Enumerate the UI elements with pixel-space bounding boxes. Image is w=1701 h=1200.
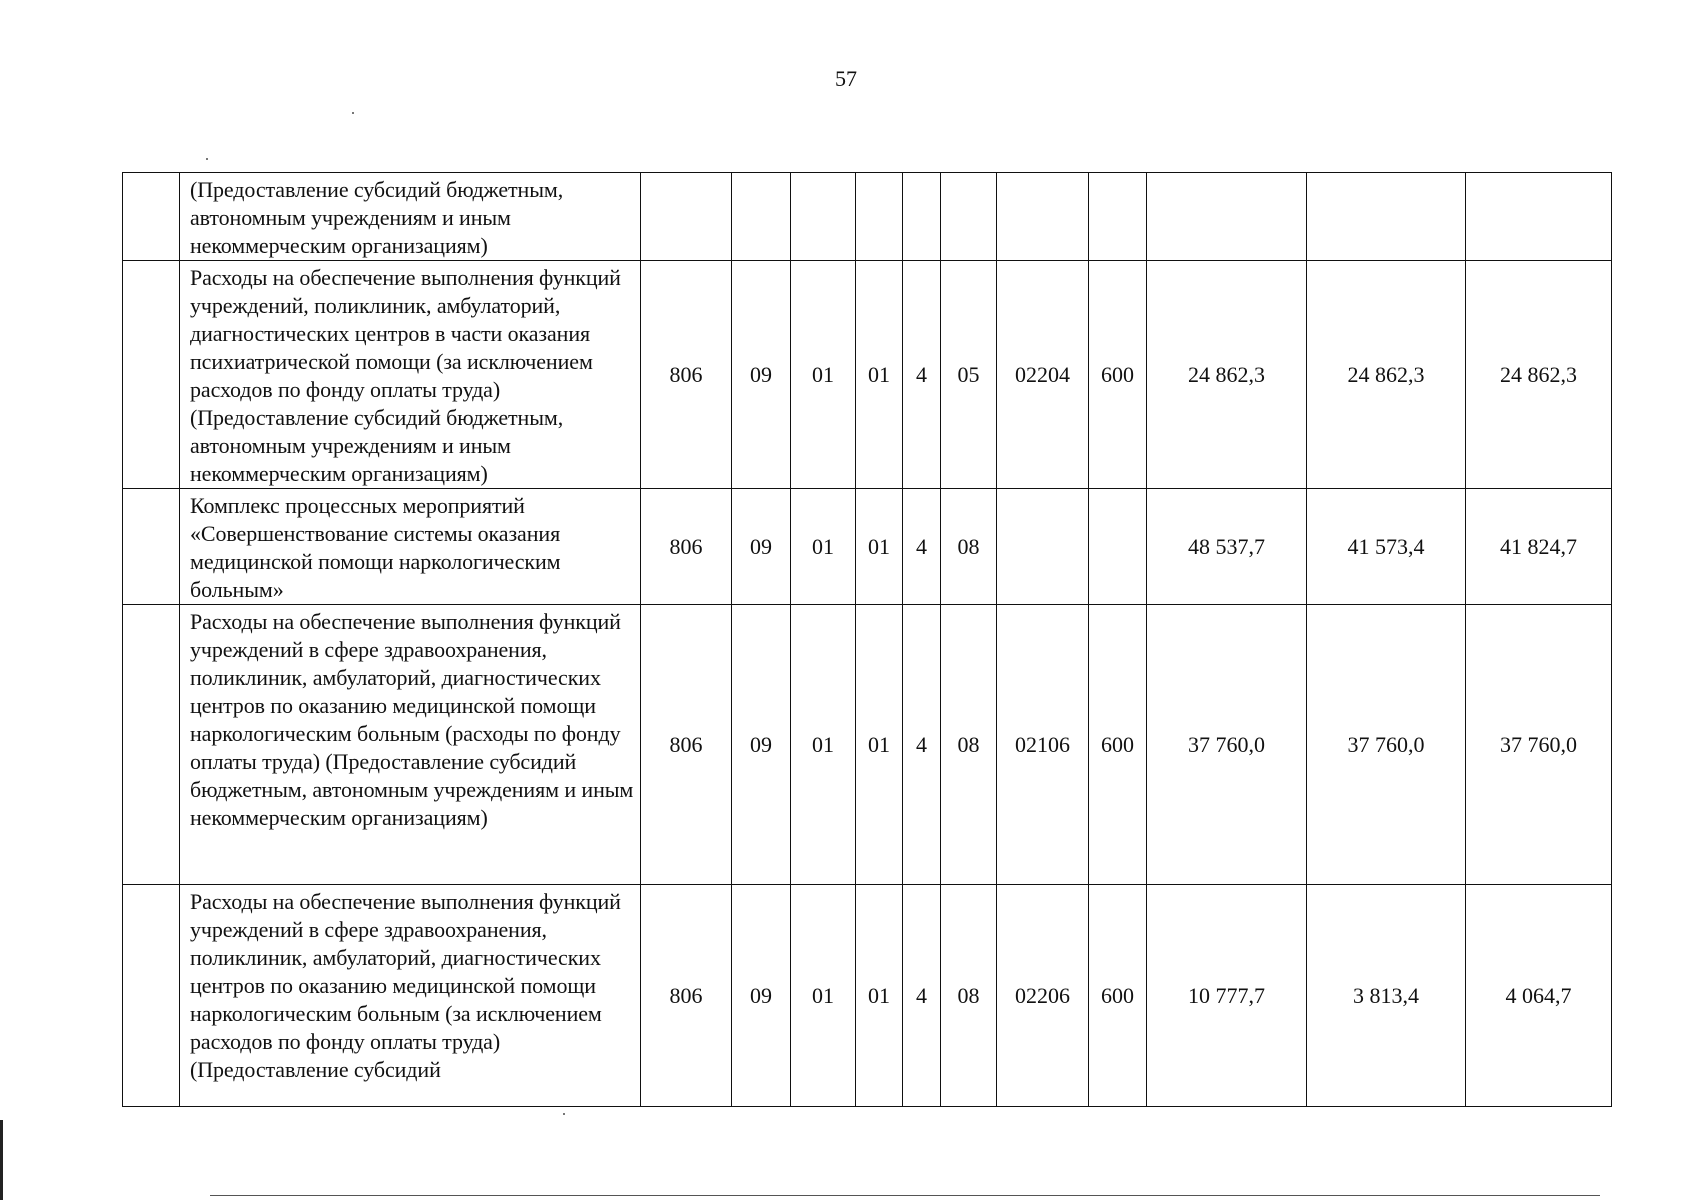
subprogram-code-cell: 08 <box>941 885 997 1107</box>
subsection-code-cell: 01 <box>791 885 856 1107</box>
amount-year3-cell: 4 064,7 <box>1466 885 1612 1107</box>
ministry-code-cell: 806 <box>641 261 732 489</box>
ministry-code-cell: 806 <box>641 885 732 1107</box>
row-index-cell <box>123 173 180 261</box>
ministry-code-cell: 806 <box>641 605 732 885</box>
scan-edge-mark <box>0 1120 3 1200</box>
subprogram-code-cell: 05 <box>941 261 997 489</box>
row-index-cell <box>123 489 180 605</box>
section-code-cell: 09 <box>732 605 791 885</box>
expense-type-cell: 600 <box>1089 605 1147 885</box>
description-cell: Расходы на обеспечение выполнения функций учреждений, поликлиник, амбулаторий, диагностических центров в части оказания психиатрической помощи (за исключением расходов по фонду оплаты труда) (Предоставление субсидий бюджетным, автономным учреждениям и иным некоммерческим организациям) <box>180 261 641 489</box>
amount-year2-cell: 37 760,0 <box>1307 605 1466 885</box>
amount-year1-cell: 48 537,7 <box>1147 489 1307 605</box>
subsection-code-cell: 01 <box>791 489 856 605</box>
ministry-code-cell <box>641 173 732 261</box>
table-row <box>123 173 1612 261</box>
amount-year3-cell <box>1466 173 1612 261</box>
description-cell: (Предоставление субсидий бюджетным, автономным учреждениям и иным некоммерческим организациям) <box>180 173 641 261</box>
row-index-cell <box>123 885 180 1107</box>
section-code-cell: 09 <box>732 489 791 605</box>
direction-code-cell: 02206 <box>997 885 1089 1107</box>
subprogram-code-cell: 08 <box>941 489 997 605</box>
scan-speck <box>563 1113 565 1115</box>
direction-code-cell: 02204 <box>997 261 1089 489</box>
amount-year2-cell <box>1307 173 1466 261</box>
program-code-cell: 01 <box>856 489 903 605</box>
description-cell: Комплекс процессных мероприятий «Совершенствование системы оказания медицинской помощи наркологическим больным» <box>180 489 641 605</box>
program-code-cell: 01 <box>856 261 903 489</box>
scan-speck <box>206 158 208 160</box>
subprogram-code-cell <box>941 173 997 261</box>
amount-year3-cell: 41 824,7 <box>1466 489 1612 605</box>
expense-type-cell <box>1089 173 1147 261</box>
row-index-cell <box>123 261 180 489</box>
table-row <box>123 885 1612 1107</box>
amount-year2-cell: 41 573,4 <box>1307 489 1466 605</box>
amount-year2-cell: 3 813,4 <box>1307 885 1466 1107</box>
section-code-cell <box>732 173 791 261</box>
direction-code-cell <box>997 173 1089 261</box>
description-cell: Расходы на обеспечение выполнения функций учреждений в сфере здравоохранения, поликлиник, амбулаторий, диагностических центров по оказанию медицинской помощи наркологическим больным (расходы по фонду оплаты труда) (Предоставление субсидий бюджетным, автономным учреждениям и иным некоммерческим организациям) <box>180 605 641 885</box>
row-index-cell <box>123 605 180 885</box>
budget-table <box>122 172 1612 1107</box>
subprogram-code-cell: 08 <box>941 605 997 885</box>
program-code-cell <box>856 173 903 261</box>
table-row <box>123 489 1612 605</box>
type-code-cell: 4 <box>903 261 941 489</box>
amount-year2-cell: 24 862,3 <box>1307 261 1466 489</box>
table-row <box>123 261 1612 489</box>
type-code-cell: 4 <box>903 489 941 605</box>
expense-type-cell: 600 <box>1089 261 1147 489</box>
description-cell: Расходы на обеспечение выполнения функций учреждений в сфере здравоохранения, поликлиник, амбулаторий, диагностических центров по оказанию медицинской помощи наркологическим больным (за исключением расходов по фонду оплаты труда) (Предоставление субсидий <box>180 885 641 1107</box>
expense-type-cell <box>1089 489 1147 605</box>
page-bottom-rule <box>210 1195 1600 1196</box>
scan-speck <box>352 112 354 114</box>
program-code-cell: 01 <box>856 605 903 885</box>
program-code-cell: 01 <box>856 885 903 1107</box>
amount-year3-cell: 37 760,0 <box>1466 605 1612 885</box>
section-code-cell: 09 <box>732 261 791 489</box>
amount-year1-cell: 37 760,0 <box>1147 605 1307 885</box>
amount-year1-cell: 10 777,7 <box>1147 885 1307 1107</box>
subsection-code-cell <box>791 173 856 261</box>
type-code-cell: 4 <box>903 605 941 885</box>
type-code-cell: 4 <box>903 885 941 1107</box>
amount-year3-cell: 24 862,3 <box>1466 261 1612 489</box>
page-number: 57 <box>835 66 857 91</box>
ministry-code-cell: 806 <box>641 489 732 605</box>
type-code-cell <box>903 173 941 261</box>
amount-year1-cell: 24 862,3 <box>1147 261 1307 489</box>
direction-code-cell <box>997 489 1089 605</box>
subsection-code-cell: 01 <box>791 261 856 489</box>
table-row <box>123 605 1612 885</box>
section-code-cell: 09 <box>732 885 791 1107</box>
amount-year1-cell <box>1147 173 1307 261</box>
expense-type-cell: 600 <box>1089 885 1147 1107</box>
subsection-code-cell: 01 <box>791 605 856 885</box>
direction-code-cell: 02106 <box>997 605 1089 885</box>
